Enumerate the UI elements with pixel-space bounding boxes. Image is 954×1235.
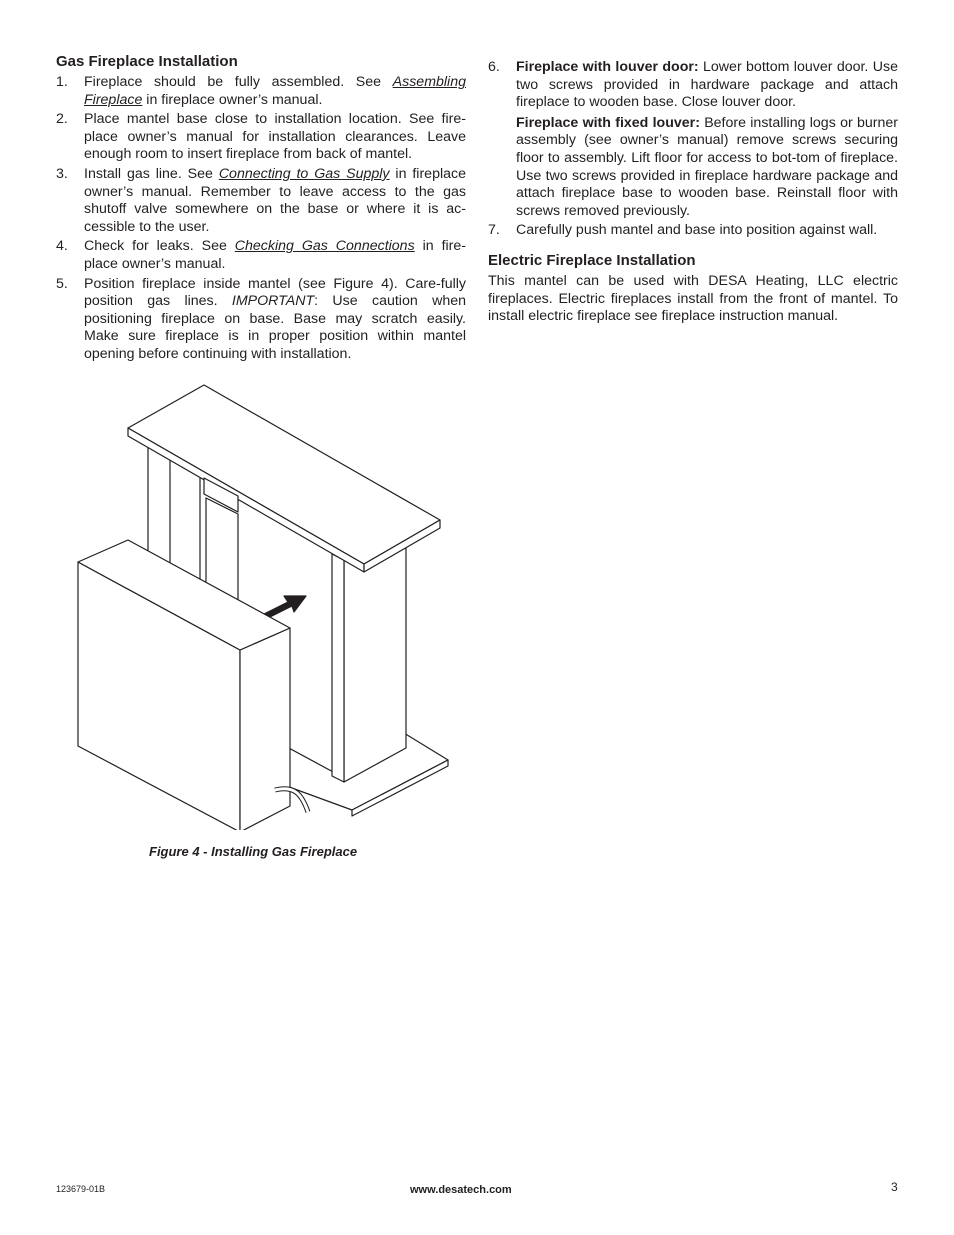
manual-reference-link[interactable]: Assembling Fireplace xyxy=(84,74,466,108)
step-1 xyxy=(56,74,466,109)
step-heading: Fireplace with fixed louver: xyxy=(516,114,700,131)
step-text: Place mantel base close to installation location. See fire-place owner’s manual for installation clearances. Leave enough room to insert fireplace from back of mantel. xyxy=(84,111,466,163)
step-text: Install gas line. See xyxy=(84,165,219,182)
right-column xyxy=(488,59,898,326)
step-text: Check for leaks. See xyxy=(84,238,235,255)
step-number: 7. xyxy=(488,222,500,239)
step-text: Lower bottom louver door. Use two screws provided in hardware package and attach fireplace to wooden base. Close louver door. xyxy=(516,59,898,111)
step-number: 1. xyxy=(56,74,68,90)
step-6 xyxy=(488,59,898,220)
important-emphasis: IMPORTANT xyxy=(231,293,315,310)
step-text: in fire-place owner’s manual. xyxy=(84,238,466,272)
step-text: Position fireplace inside mantel (see Figure 4). Care-fully position gas lines. xyxy=(84,275,466,310)
electric-section-text: This mantel can be used with DESA Heating, LLC electric fireplaces. Electric fireplaces install from the front of mantel. To install electric fireplace see fireplace instruction manual. xyxy=(488,272,898,325)
step-text: in fireplace owner’s manual. xyxy=(142,91,323,108)
step-6-fixed-louver xyxy=(516,115,898,221)
page-number: 3 xyxy=(891,1180,898,1194)
step-text: in fireplace owner’s manual. Remember to leave access to the gas shutoff valve somewhere on the base or where it is ac-cessible to the user. xyxy=(84,165,466,235)
step-number: 5. xyxy=(56,275,68,292)
step-number: 3. xyxy=(56,165,68,182)
gas-steps-list-continued xyxy=(488,59,898,240)
figure-caption: Figure 4 - Installing Gas Fireplace xyxy=(149,844,358,859)
step-2 xyxy=(56,111,466,164)
gas-steps-list xyxy=(56,74,466,364)
fireplace-installation-illustration xyxy=(70,380,460,830)
manual-reference-link[interactable]: Checking Gas Connections xyxy=(234,238,415,255)
step-text: Fireplace should be fully assembled. See xyxy=(84,74,393,90)
step-number: 2. xyxy=(56,111,68,128)
step-5 xyxy=(56,276,466,364)
step-text: Carefully push mantel and base into position against wall. xyxy=(516,222,878,239)
step-3 xyxy=(56,166,466,236)
document-code: 123679-01B xyxy=(56,1184,106,1194)
electric-section-title: Electric Fireplace Installation xyxy=(488,251,696,269)
left-column xyxy=(56,53,466,366)
step-number: 4. xyxy=(56,238,68,255)
step-text: : Use caution when positioning fireplace on base. Base may scratch easily. Make sure fireplace is in proper position within mantel opening before continuing with installation. xyxy=(84,293,466,362)
step-7 xyxy=(488,222,898,240)
step-number: 6. xyxy=(488,59,500,75)
electric-section xyxy=(488,252,898,326)
mantel-right-leg-side xyxy=(332,554,344,782)
website-link[interactable]: www.desatech.com xyxy=(410,1184,512,1196)
fireplace-side xyxy=(240,628,290,830)
manual-reference-link[interactable]: Connecting to Gas Supply xyxy=(218,165,390,182)
step-text: Before installing logs or burner assembly (see owner’s manual) remove screws securing floor to assembly. Lift floor for access to bot-tom of fireplace. Use two screws provided in fireplace hardware package and attach fireplace base to wooden base. Reinstall floor with screws removed previously. xyxy=(516,114,898,219)
step-heading: Fireplace with louver door: xyxy=(516,59,699,75)
gas-section-title: Gas Fireplace Installation xyxy=(56,53,238,70)
step-4 xyxy=(56,238,466,273)
